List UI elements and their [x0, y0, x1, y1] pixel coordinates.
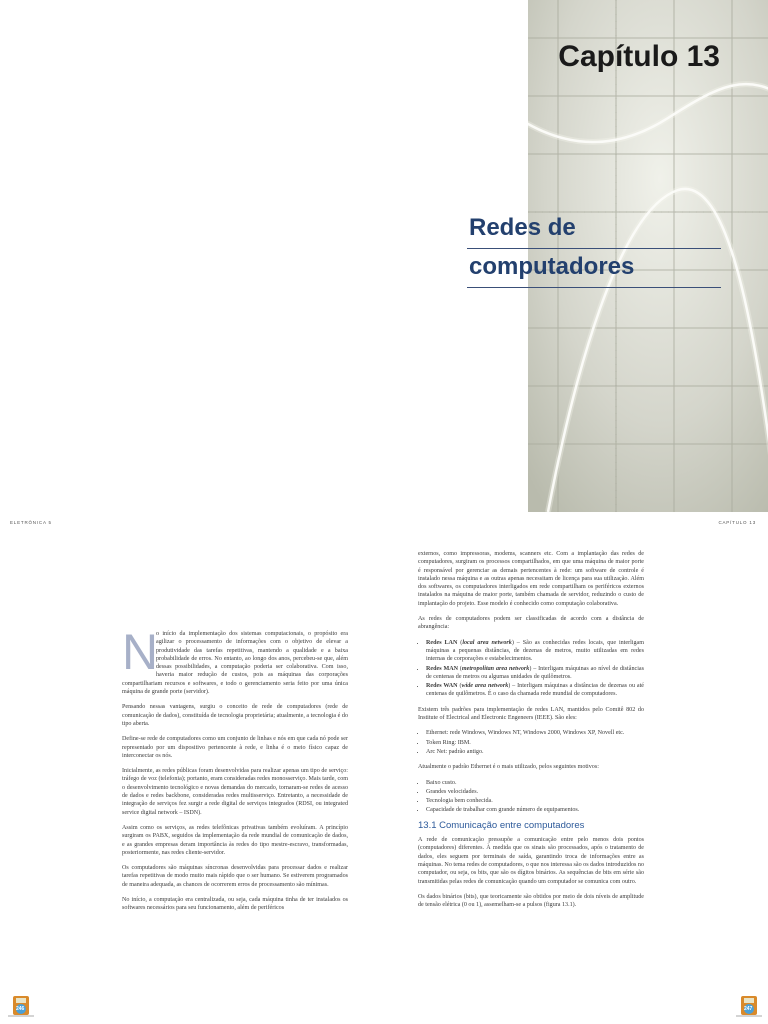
chapter-title-line-1: Redes de	[467, 210, 721, 249]
list-item: • Redes LAN (local area network) – São as conhecidas redes locais, que interligam máquinas a pequenas distâncias, de dezenas de metros, muito utilizadas em redes internas de corporações e estabelecimentos.	[426, 639, 644, 664]
list-item: • Grandes velocidades.	[426, 788, 644, 796]
right-column	[418, 550, 644, 916]
dropcap-letter: N	[122, 624, 159, 680]
list-item: • Baixo custo.	[426, 779, 644, 787]
intro-paragraph	[122, 624, 348, 696]
list-item: • Arc Net: padrão antigo.	[426, 748, 644, 756]
chapter-title	[467, 210, 721, 288]
running-head-right: CAPÍTULO 13	[718, 520, 756, 525]
list-item: • Redes MAN (metropolitan area network) – Interligam máquinas ao nível de distâncias de centenas de metros ou algumas unidades de quilômetros.	[426, 665, 644, 682]
intro-paragraph-text: o início da implementação dos sistemas computacionais, o propósito era agilizar o processamento de informações com o objetivo de elevar a produtividade das tarefas repetitivas, mantendo a qualidade e a baixa probabilidade de erros. No entanto, ao longo dos anos, percebeu-se que, além dessas possibilidades, a computação poderia ser colaborativa. Com isso, haveria maior redução de custos, pois as máquinas das corporações compartilhariam recursos e softwares, e todo o gerenciamento seria feito por uma única máquina de grande porte (servidor).	[122, 631, 348, 696]
paragraph: Assim como os serviços, as redes telefônicas privativas também evoluíram. A princípio surgiram os PABX, seguidos da implementação da rede mundial de comunicação de dados, e as grandes empresas deram importância às redes do tipo mestre-escravo, transformadas, posteriormente, nas redes cliente-servidor.	[122, 824, 348, 856]
page-badge-right	[736, 995, 762, 1017]
list-item: • Token Ring: IBM.	[426, 739, 644, 747]
body-spread	[0, 512, 768, 1024]
paragraph: Existem três padrões para implementação de redes LAN, mantidos pelo Comitê 802 do Institute of Electrical and Electronic Engeneers (IEEE). São eles:	[418, 706, 644, 722]
page-badge-left	[8, 995, 34, 1017]
paragraph: No início, a computação era centralizada, ou seja, cada máquina tinha de ter instalados os softwares necessários para seu funcionamento, além de periféricos	[122, 897, 348, 912]
network-types-list	[418, 639, 644, 699]
standards-list	[418, 729, 644, 756]
paragraph: A rede de comunicação pressupõe a comunicação entre pelo menos dois pontos (computadores) diferentes. À medida que os sinais são processados, após o tratamento de dados, eles seguem por terminais de saída, garantindo troca de informações entre as máquinas. No tema redes de computadores, o que nos interessa são os dados introduzidos no computador, ou seja, os bits, que são os dígitos binários. As sequências de bits em série são transmitidas pelas redes de comunicação quando um computador se comunica com outro.	[418, 837, 644, 885]
paragraph: Define-se rede de computadores como um conjunto de linhas e nós em que cada nó pode ser representado por um dispositivo pertencente à rede, e linha é o meio físico capaz de interconectar os nós.	[122, 736, 348, 759]
page-number-right: 247	[744, 1006, 753, 1012]
paragraph: externos, como impressoras, modems, scanners etc. Com a implantação das redes de computadores, surgiram os processos compartilhados, em que uma máquina de maior porte é responsável por gerenciar as demais pertencentes à rede: um software de controle é instalado nessa máquina e as outras apenas necessitam de licença para sua utilização. Além dos softwares, os computadores interligados em rede compartilham os periféricos externos instalados na máquina de maior porte, também chamada de servidor, reduzindo o custo de implantação do projeto. Esse modelo é conhecido como computação colaborativa.	[418, 551, 644, 607]
chapter-title-line-2: computadores	[467, 249, 721, 288]
paragraph: As redes de computadores podem ser classificadas de acordo com a distância de abrangência:	[418, 616, 644, 631]
paragraph: Inicialmente, as redes públicas foram desenvolvidas para realizar apenas um tipo de serviço: tráfego de voz (telefonia); portanto, eram consideradas redes monosserviço. Mais tarde, com o desenvolvimento tecnológico e novas demandas do mercado, tornaram-se redes de acesso de dados e redes backbone, consideradas redes multisserviço. Entretanto, a necessidade de integração de serviços fez surgir a rede digital de serviços integrados (RDSI, ou integrated service digital network – ISDN).	[122, 768, 348, 816]
running-head-left: ELETRÔNICA 5	[10, 520, 52, 525]
list-item: • Redes WAN (wide area network) – Interligam máquinas a distâncias de dezenas ou até centenas de quilômetros. É o caso da chamada rede mundial de computadores.	[426, 682, 644, 699]
reasons-list	[418, 779, 644, 815]
paragraph: Os dados binários (bits), que teoricamente são obtidos por meio de dois níveis de amplitude de tensão elétrica (0 ou 1), assemelham-se a pulsos (figura 13.1).	[418, 893, 644, 909]
page-number-left: 246	[16, 1006, 25, 1012]
section-heading: 13.1 Comunicação entre computadores	[418, 819, 585, 831]
list-item: • Capacidade de trabalhar com grande número de equipamentos.	[426, 806, 644, 814]
list-item: • Ethernet: rede Windows, Windows NT, Windows 2000, Windows XP, Novell etc.	[426, 729, 644, 737]
left-column	[122, 624, 348, 920]
chapter-label: Capítulo 13	[558, 40, 720, 73]
paragraph: Pensando nessas vantagens, surgiu o conceito de rede de computadores (rede de comunicação de dados), constituída de tecnologia proprietária; atualmente, a tecnologia é do tipo aberta.	[122, 704, 348, 727]
list-item: • Tecnologia bem conhecida.	[426, 797, 644, 805]
paragraph: Os computadores são máquinas síncronas desenvolvidas para processar dados e realizar tarefas repetitivas de modo muito mais rápido que o ser humano. Se estiverem programados de maneira adequada, as chances de ocorrerem erros de processamento são mínimas.	[122, 865, 348, 888]
paragraph: Atualmente o padrão Ethernet é o mais utilizado, pelos seguintes motivos:	[418, 764, 599, 771]
